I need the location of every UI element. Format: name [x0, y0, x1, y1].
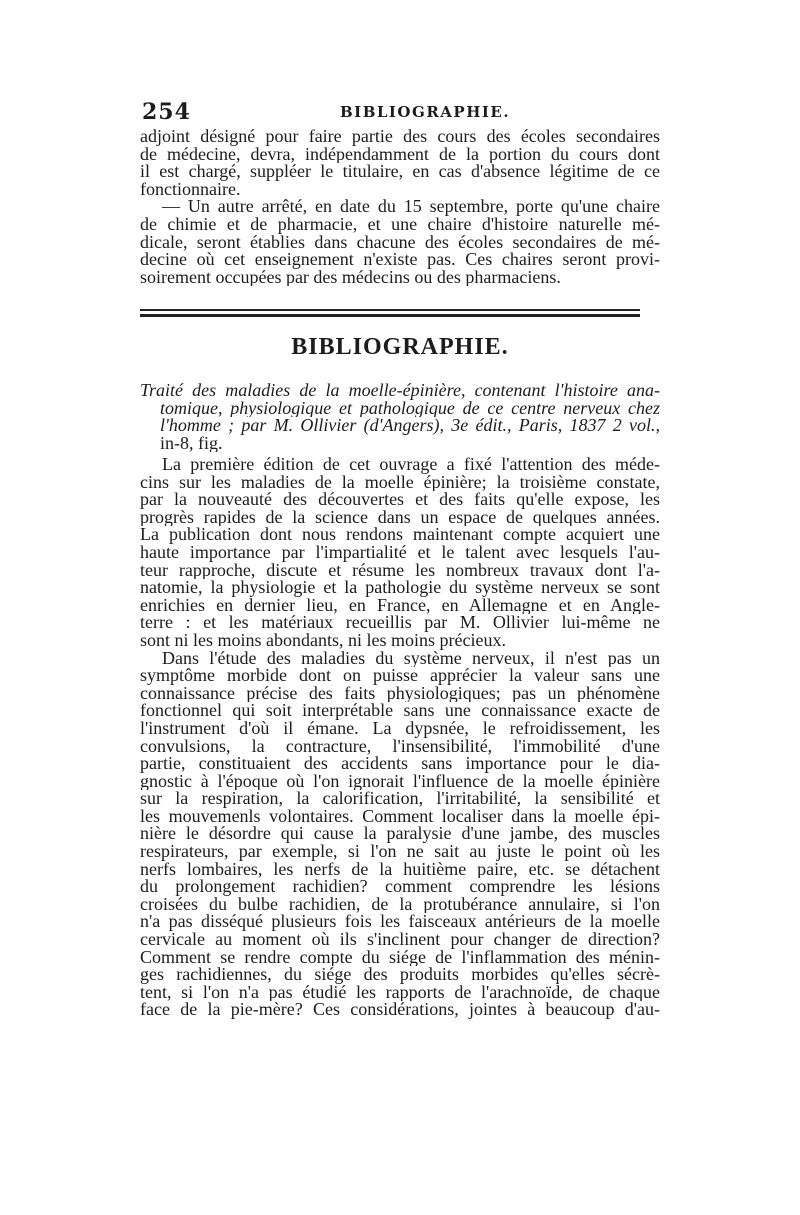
- reference-line: Traité des maladies de la moelle-épinière, contenant l'histoire ana-: [140, 382, 660, 400]
- text-line: Dans l'étude des maladies du système nerveux, il n'est pas un: [162, 649, 660, 668]
- text-line: croisées du bulbe rachidien, de la protubérance annulaire, si l'on: [140, 895, 660, 914]
- text-line: enrichies en dernier lieu, en France, en Allemagne et en Angle-: [140, 596, 660, 615]
- text-line: de chimie et de pharmacie, et une chaire d'histoire naturelle mé-: [140, 215, 660, 234]
- reference-line: tomique, physiologique et pathologique de ce centre nerveux chez: [160, 399, 660, 418]
- text-line: de médecine, devra, indépendamment de la portion du cours dont: [140, 145, 660, 164]
- text-line: du prolongement rachidien? comment comprendre les lésions: [140, 878, 660, 896]
- page-number: 254: [142, 99, 191, 125]
- divider-rule-thick: [140, 314, 640, 317]
- text-line: convulsions, la contracture, l'insensibilité, l'immobilité d'une: [140, 737, 660, 756]
- text-line: fonctionnel qui soit interprétable sans une connaissance exacte de: [140, 702, 660, 720]
- text-line: par la nouveauté des découvertes et des faits qu'elle expose, les: [140, 491, 660, 509]
- text-line: Comment se rendre compte du siége de l'inflammation des ménin-: [140, 948, 660, 967]
- text-line: decine où cet enseignement n'existe pas. Ces chaires seront provi-: [140, 251, 660, 269]
- bibliographic-reference: [140, 382, 660, 452]
- text-line: face de la pie-mère? Ces considérations, jointes à beaucoup d'au-: [140, 1001, 660, 1019]
- text-line: respirateurs, par exemple, si l'on ne sait au juste le point où les: [140, 843, 660, 861]
- text-line: l'instrument d'où il émane. La dypsnée, le refroidissement, les: [140, 719, 660, 738]
- text-line: symptôme morbide dont on puisse apprécier la valeur sans une: [140, 667, 660, 685]
- text-line: ges rachidiennes, du siége des produits morbides qu'elles sécrè-: [140, 966, 660, 984]
- page-header: [140, 99, 650, 125]
- top-text-block: [140, 128, 660, 286]
- section-divider: [140, 309, 640, 323]
- text-line: nière le désordre qui cause la paralysie d'une jambe, des muscles: [140, 825, 660, 844]
- text-line: partie, constituaient des accidents sans importance pour le dia-: [140, 755, 660, 773]
- reference-line: l'homme ; par M. Ollivier (d'Angers), 3e édit., Paris, 1837 2 vol.,: [160, 417, 660, 435]
- text-line: gnostic à l'époque où l'on ignorait l'influence de la moelle épinière: [140, 772, 660, 791]
- text-line: teur rapproche, discute et résume les nombreux travaux dont l'a-: [140, 561, 660, 580]
- text-line: fonctionnaire.: [140, 180, 241, 199]
- text-line: — Un autre arrêté, en date du 15 septembre, porte qu'une chaire: [162, 198, 660, 216]
- text-line: sur la respiration, la calorification, l'irritabilité, la sensibilité et: [140, 790, 660, 808]
- section-title: BIBLIOGRAPHIE.: [291, 334, 509, 360]
- text-line: La première édition de cet ouvrage a fixé l'attention des méde-: [162, 456, 660, 474]
- text-line: haute importance par l'impartialité et le talent avec lesquels l'au-: [140, 543, 660, 562]
- text-line: il est chargé, suppléer le titulaire, en cas d'absence légitime de ce: [140, 163, 660, 181]
- reference-line: in-8, fig.: [160, 434, 223, 453]
- divider-rule-thin: [140, 309, 640, 311]
- text-line: progrès rapides de la science dans un espace de quelques années.: [140, 508, 660, 527]
- text-line: n'a pas disséqué plusieurs fois les faisceaux antérieurs de la moelle: [140, 913, 660, 932]
- running-head: BIBLIOGRAPHIE.: [340, 103, 511, 121]
- text-line: natomie, la physiologie et la pathologie du système nerveux se sont: [140, 579, 660, 597]
- text-line: tent, si l'on n'a pas étudié les rapports de l'arachnoïde, de chaque: [140, 983, 660, 1002]
- text-line: La publication dont nous rendons maintenant compte acquiert une: [140, 526, 660, 544]
- text-line: nerfs lombaires, les nerfs de la huitième paire, etc. se détachent: [140, 860, 660, 879]
- text-line: connaissance précise des faits physiologiques; pas un phénomène: [140, 684, 660, 703]
- text-line: cervicale au moment où ils s'inclinent pour changer de direction?: [140, 931, 660, 949]
- text-line: soirement occupées par des médecins ou des pharmaciens.: [140, 268, 561, 287]
- text-line: sont ni les moins abondants, ni les moins précieux.: [140, 631, 506, 650]
- text-line: adjoint désigné pour faire partie des cours des écoles secondaires: [140, 128, 660, 146]
- text-line: cins sur les maladies de la moelle épinière; la troisième constate,: [140, 473, 660, 492]
- text-line: dicale, seront établies dans chacune des écoles secondaires de mé-: [140, 233, 660, 252]
- text-line: les mouvemenls volontaires. Comment localiser dans la moelle épi-: [140, 807, 660, 826]
- text-line: terre : et les matériaux recueillis par M. Ollivier lui-même ne: [140, 614, 660, 632]
- body-text-block: [140, 456, 660, 1019]
